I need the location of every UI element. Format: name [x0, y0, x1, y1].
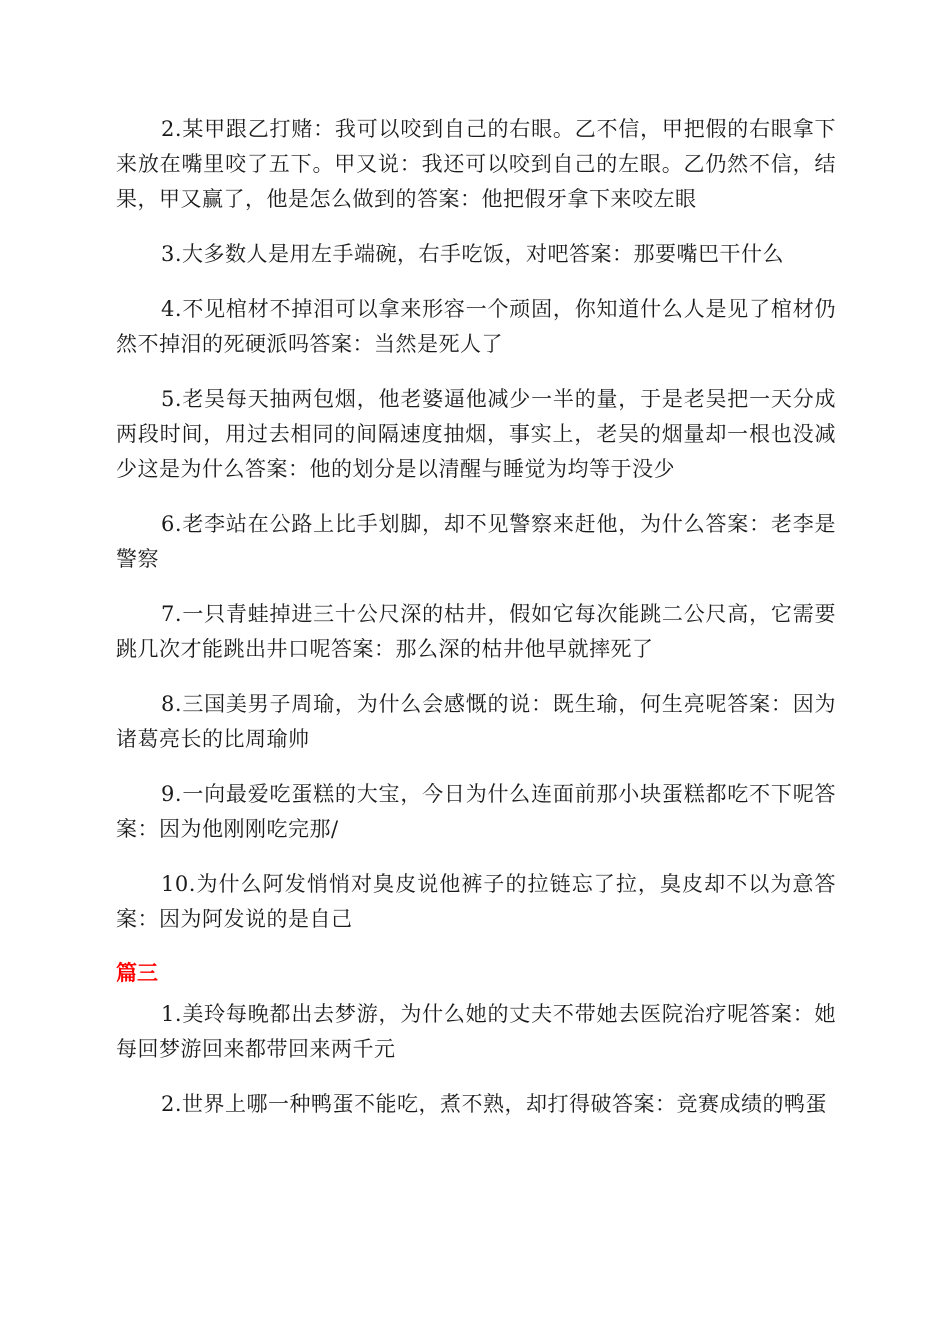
riddle-paragraph: 7.一只青蛙掉进三十公尺深的枯井，假如它每次能跳二公尺高，它需要跳几次才能跳出井口呢答案：那么深的枯井他早就摔死了 — [116, 602, 836, 661]
document-page — [116, 112, 836, 1142]
riddle-paragraph: 2.某甲跟乙打赌：我可以咬到自己的右眼。乙不信，甲把假的右眼拿下来放在嘴里咬了五下。甲又说：我还可以咬到自己的左眼。乙仍然不信，结果，甲又赢了，他是怎么做到的答案：他把假牙拿下来咬左眼 — [116, 117, 836, 211]
section-heading: 篇三 — [116, 961, 158, 985]
riddle-paragraph: 9.一向最爱吃蛋糕的大宝，今日为什么连面前那小块蛋糕都吃不下呢答案：因为他刚刚吃完那/ — [116, 782, 836, 841]
riddle-paragraph: 1.美玲每晚都出去梦游，为什么她的丈夫不带她去医院治疗呢答案：她每回梦游回来都带回来两千元 — [116, 1002, 836, 1061]
riddle-paragraph: 10.为什么阿发悄悄对臭皮说他裤子的拉链忘了拉，臭皮却不以为意答案：因为阿发说的是自己 — [116, 872, 836, 931]
riddle-paragraph: 6.老李站在公路上比手划脚，却不见警察来赶他，为什么答案：老李是警察 — [116, 512, 836, 571]
riddle-paragraph: 4.不见棺材不掉泪可以拿来形容一个顽固，你知道什么人是见了棺材仍然不掉泪的死硬派吗答案：当然是死人了 — [116, 297, 836, 356]
riddle-paragraph: 8.三国美男子周瑜，为什么会感慨的说：既生瑜，何生亮呢答案：因为诸葛亮长的比周瑜帅 — [116, 692, 836, 751]
riddle-paragraph: 5.老吴每天抽两包烟，他老婆逼他减少一半的量，于是老吴把一天分成两段时间，用过去相同的间隔速度抽烟，事实上，老吴的烟量却一根也没减少这是为什么答案：他的划分是以清醒与睡觉为均等于没少 — [116, 387, 836, 481]
riddle-paragraph: 3.大多数人是用左手端碗，右手吃饭，对吧答案：那要嘴巴干什么 — [161, 242, 785, 266]
riddle-paragraph: 2.世界上哪一种鸭蛋不能吃，煮不熟，却打得破答案：竞赛成绩的鸭蛋 — [161, 1092, 828, 1116]
